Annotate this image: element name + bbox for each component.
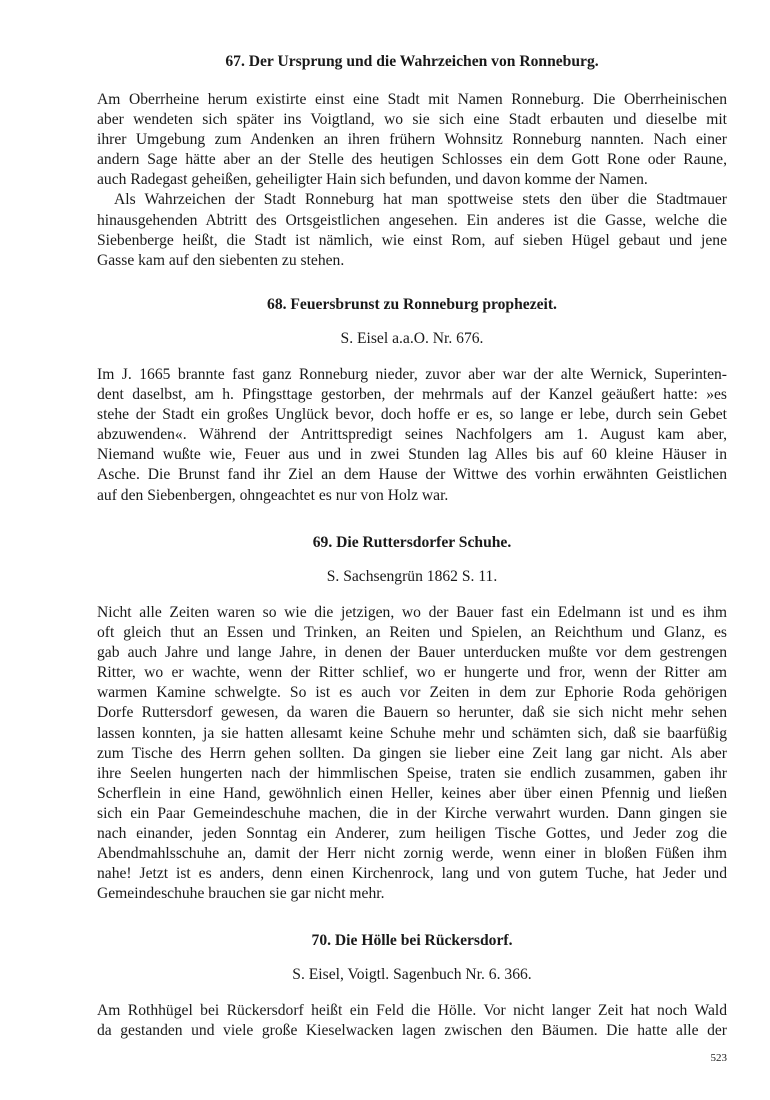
text-line: nach einander, jeden Sonntag ein Anderer, zum heiligen Tische Gottes, und Jeder zog die xyxy=(97,825,727,843)
text-line: Dorfe Ruttersdorf gewesen, da waren die Bauern so herunter, daß sie sich nicht mehr sehen xyxy=(97,704,727,722)
page-number: 523 xyxy=(710,1052,727,1064)
section-68 xyxy=(97,295,727,506)
source-citation: S. Eisel, Voigtl. Sagenbuch Nr. 6. 366. xyxy=(292,966,532,983)
text-line: lassen konnten, ja sie hatten allesamt keine Schuhe mehr und schämten sich, daß sie baarfüßig xyxy=(97,724,727,742)
section-67 xyxy=(97,52,727,271)
text-line: auf den Siebenbergen, ohngeachtet es nur von Holz war. xyxy=(97,486,449,504)
paragraph xyxy=(97,1001,727,1041)
text-line: Nicht alle Zeiten waren so wie die jetzigen, wo der Bauer fast ein Edelmann ist und es ihm xyxy=(97,604,727,621)
paragraph xyxy=(97,190,727,270)
text-line: nahe! Jetzt ist es anders, denn einen Kirchenrock, lang und von gutem Tuche, hat Jeder und xyxy=(97,865,727,883)
text-line: Gasse kam auf den siebenten zu stehen. xyxy=(97,251,345,269)
text-line: Abendmahlsschuhe an, damit der Herr nicht zornig werde, wenn einer in bloßen Füßen ihm xyxy=(97,845,727,863)
text-line: Niemand wußte wie, Feuer aus und in zwei Stunden lag Alles bis auf 60 kleine Häuser in xyxy=(97,446,727,464)
text-line: Am Oberrheine herum existirte einst eine Stadt mit Namen Ronneburg. Die Oberrheinischen xyxy=(97,91,727,108)
section-heading: 67. Der Ursprung und die Wahrzeichen von Ronneburg. xyxy=(225,53,599,70)
paragraph xyxy=(97,90,727,190)
source-citation: S. Sachsengrün 1862 S. 11. xyxy=(326,568,498,585)
text-line: Im J. 1665 brannte fast ganz Ronneburg nieder, zuvor aber war der alte Wernick, Superinten- xyxy=(97,366,727,383)
text-line: Siebenberge heißt, die Stadt ist nämlich, wie einst Rom, auf sieben Hügel gebaut und jene xyxy=(97,231,727,249)
text-line: stehe der Stadt ein großes Unglück bevor, doch hoffe er es, so lange er lebe, durch sein Gebet xyxy=(97,406,727,424)
text-line: ihrer Umgebung zum Andenken an ihren frühern Wohnsitz Ronneburg nannten. Nach einer xyxy=(97,131,727,149)
paragraph xyxy=(97,365,727,506)
text-line: ihre Seelen hungerten nach der himmlischen Speise, traten sie endlich zusammen, gaben ihr xyxy=(97,764,727,782)
text-line: Als Wahrzeichen der Stadt Ronneburg hat man spottweise stets den über die Stadtmauer xyxy=(114,191,727,209)
text-line: auch Radegast geheißen, geheiligter Hain sich befunden, und davon komme der Namen. xyxy=(97,171,648,189)
text-line: Scherflein in eine Hand, gewöhnlich einen Heller, keines aber über einen Pfennig und ließen xyxy=(97,784,727,802)
section-heading: 69. Die Ruttersdorfer Schuhe. xyxy=(312,534,512,551)
text-line: andern Sage hätte aber an der Stelle des heutigen Schlosses ein dem Gott Rone oder Raune, xyxy=(97,151,727,169)
text-line: Am Rothhügel bei Rückersdorf heißt ein Feld die Hölle. Vor nicht langer Zeit hat noch Wald xyxy=(97,1002,727,1019)
text-line: Asche. Die Brunst fand ihr Ziel an dem Hause der Wittwe des vorhin erwähnten Geistlichen xyxy=(97,466,727,484)
text-line: gab auch Jahre und lange Jahre, in denen der Bauer unterducken mußte vor dem gestrengen xyxy=(97,644,727,662)
text-line: oft gleich thut an Essen und Trinken, an Reiten und Spielen, an Reichthum und Glanz, es xyxy=(97,624,727,642)
text-line: dent daselbst, am h. Pfingsttage gestorben, der mehrmals auf der Kanzel geäußert hatte: »es xyxy=(97,386,727,404)
section-70 xyxy=(97,931,727,1041)
source-citation: S. Eisel a.a.O. Nr. 676. xyxy=(340,330,484,347)
text-line: sich ein Paar Gemeindeschuhe machen, die in der Kirche verwahrt wurden. Dann gingen sie xyxy=(97,804,727,822)
text-line: abzuwenden«. Während der Antrittspredigt seines Nachfolgers am 1. August kam aber, xyxy=(97,426,727,444)
section-heading: 68. Feuersbrunst zu Ronneburg prophezeit. xyxy=(267,296,557,313)
paragraph xyxy=(97,603,727,904)
section-69 xyxy=(97,533,727,904)
text-line: hinausgehenden Abtritt des Ortsgeistlichen angesehen. Ein anderes ist die Gasse, welche die xyxy=(97,211,727,229)
text-line: zum Tische des Herrn gehen sollten. Da gingen sie lieber eine Zeit lang gar nicht. Als aber xyxy=(97,744,727,762)
text-line: warmen Kamine schwelgte. So ist es auch vor Zeiten in dem zur Ephorie Roda gehörigen xyxy=(97,684,727,702)
section-heading: 70. Die Hölle bei Rückersdorf. xyxy=(311,932,513,949)
text-line: da gestanden und viele große Kieselwacken lagen zwischen den Bäumen. Die hatte alle der xyxy=(97,1022,727,1040)
text-line: Ritter, wo er wachte, wenn der Ritter schlief, wo er hungerte und fror, wenn der Ritter am xyxy=(97,664,727,682)
text-line: Gemeindeschuhe brauchen sie gar nicht mehr. xyxy=(97,885,385,903)
text-line: aber wendeten sich später ins Voigtland, wo sie sich eine Stadt erbauten und dieselbe mit xyxy=(97,111,727,129)
